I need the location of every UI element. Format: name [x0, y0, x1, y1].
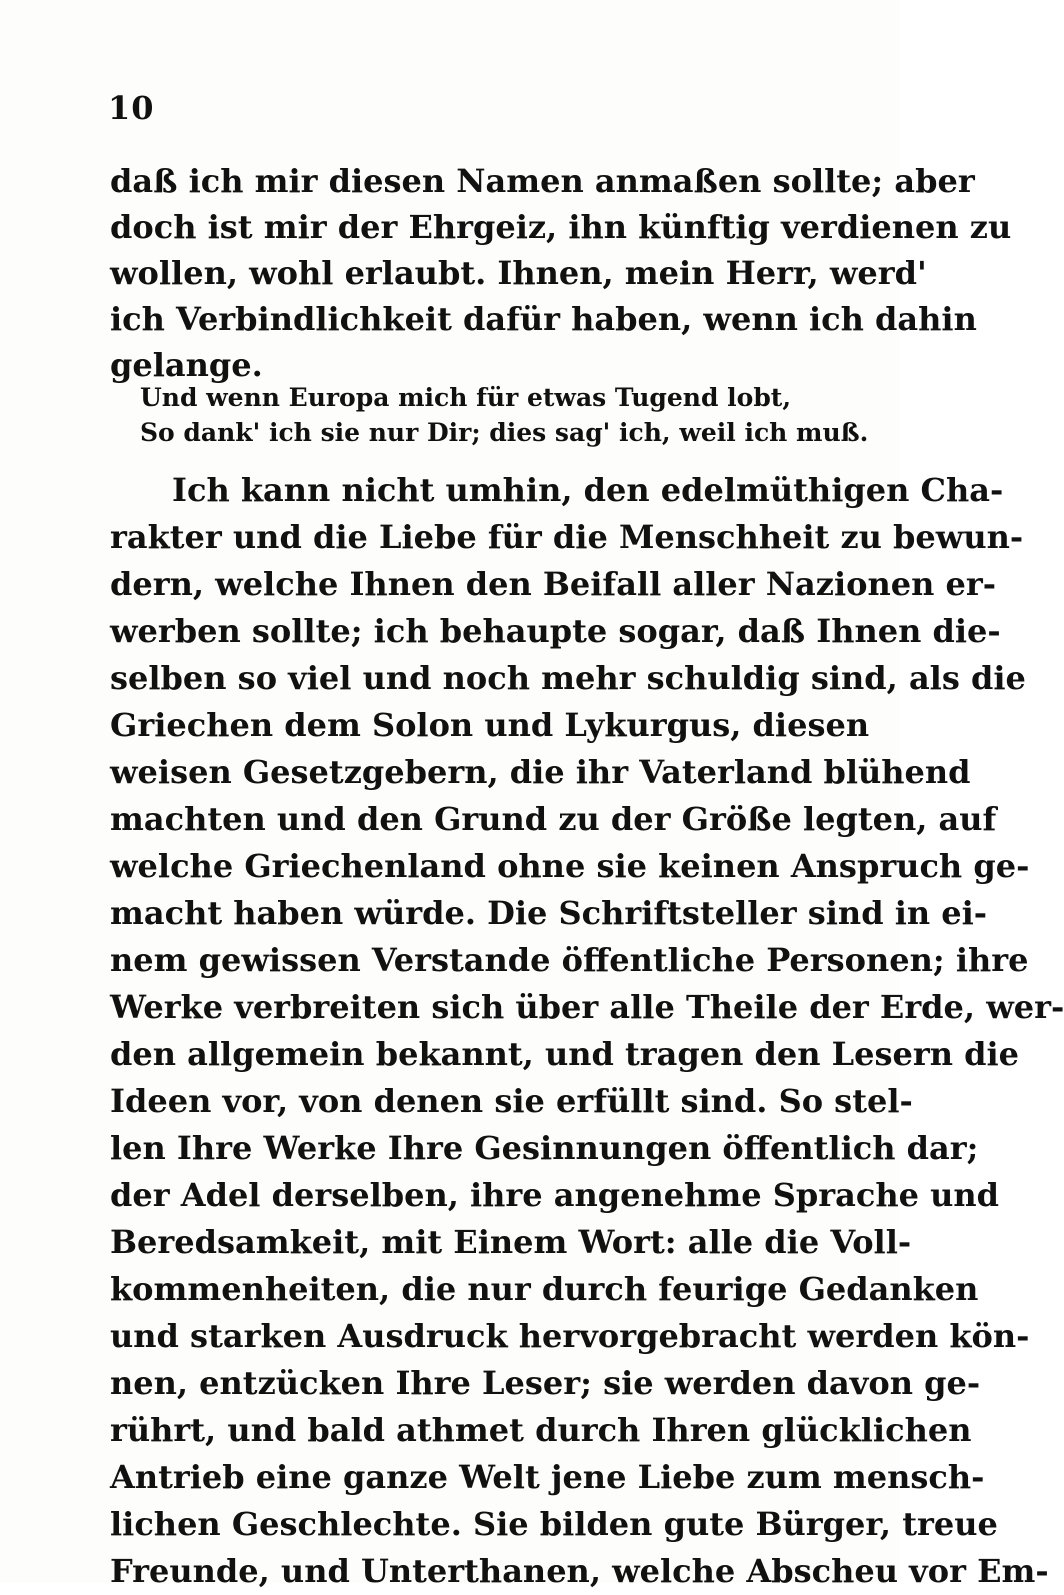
text-line: dern, welche Ihnen den Beifall aller Nazionen er-: [110, 565, 996, 603]
text-line: der Adel derselben, ihre angenehme Sprache und: [110, 1176, 999, 1214]
text-line: kommenheiten, die nur durch feurige Gedanken: [110, 1270, 979, 1308]
text-line: wollen, wohl erlaubt. Ihnen, mein Herr, werd': [110, 254, 927, 292]
text-line: welche Griechenland ohne sie keinen Anspruch ge-: [110, 847, 1030, 885]
text-line: Antrieb eine ganze Welt jene Liebe zum mensch-: [110, 1458, 985, 1496]
text-line: machten und den Grund zu der Größe legten, auf: [110, 800, 997, 838]
text-line: den allgemein bekannt, und tragen den Lesern die: [110, 1035, 1020, 1073]
text-line: Werke verbreiten sich über alle Theile der Erde, wer-: [110, 988, 1064, 1026]
paragraph-1: [110, 158, 1012, 388]
text-line: nem gewissen Verstande öffentliche Personen; ihre: [110, 941, 1029, 979]
text-line: ich Verbindlichkeit dafür haben, wenn ich dahin: [110, 300, 977, 338]
text-line: gelange.: [110, 346, 263, 384]
text-line: werben sollte; ich behaupte sogar, daß Ihnen die-: [110, 612, 1001, 650]
verse-quotation: [140, 380, 869, 450]
text-line: macht haben würde. Die Schriftsteller sind in ei-: [110, 894, 988, 932]
text-line: doch ist mir der Ehrgeiz, ihn künftig verdienen zu: [110, 208, 1012, 246]
paragraph-2: [110, 467, 1064, 1595]
verse-line: Und wenn Europa mich für etwas Tugend lobt,: [140, 383, 792, 412]
text-line: und starken Ausdruck hervorgebracht werden kön-: [110, 1317, 1030, 1355]
text-line: len Ihre Werke Ihre Gesinnungen öffentlich dar;: [110, 1129, 979, 1167]
text-line: Ideen vor, von denen sie erfüllt sind. So stel-: [110, 1082, 913, 1120]
text-line: Freunde, und Unterthanen, welche Abscheu vor Em-: [110, 1552, 1049, 1590]
page-number: 10: [108, 89, 155, 127]
text-line: daß ich mir diesen Namen anmaßen sollte; aber: [110, 162, 975, 200]
verse-line: So dank' ich sie nur Dir; dies sag' ich, weil ich muß.: [140, 418, 869, 447]
text-line: rührt, und bald athmet durch Ihren glücklichen: [110, 1411, 972, 1449]
text-line: selben so viel und noch mehr schuldig sind, als die: [110, 659, 1026, 697]
text-line: lichen Geschlechte. Sie bilden gute Bürger, treue: [110, 1505, 998, 1543]
text-line: rakter und die Liebe für die Menschheit zu bewun-: [110, 518, 1024, 556]
text-line: Beredsamkeit, mit Einem Wort: alle die Voll-: [110, 1223, 912, 1261]
text-line: nen, entzücken Ihre Leser; sie werden davon ge-: [110, 1364, 981, 1402]
text-line: weisen Gesetzgebern, die ihr Vaterland blühend: [110, 753, 971, 791]
text-line: Ich kann nicht umhin, den edelmüthigen Cha-: [172, 471, 1004, 509]
text-line: Griechen dem Solon und Lykurgus, diesen: [110, 706, 870, 744]
